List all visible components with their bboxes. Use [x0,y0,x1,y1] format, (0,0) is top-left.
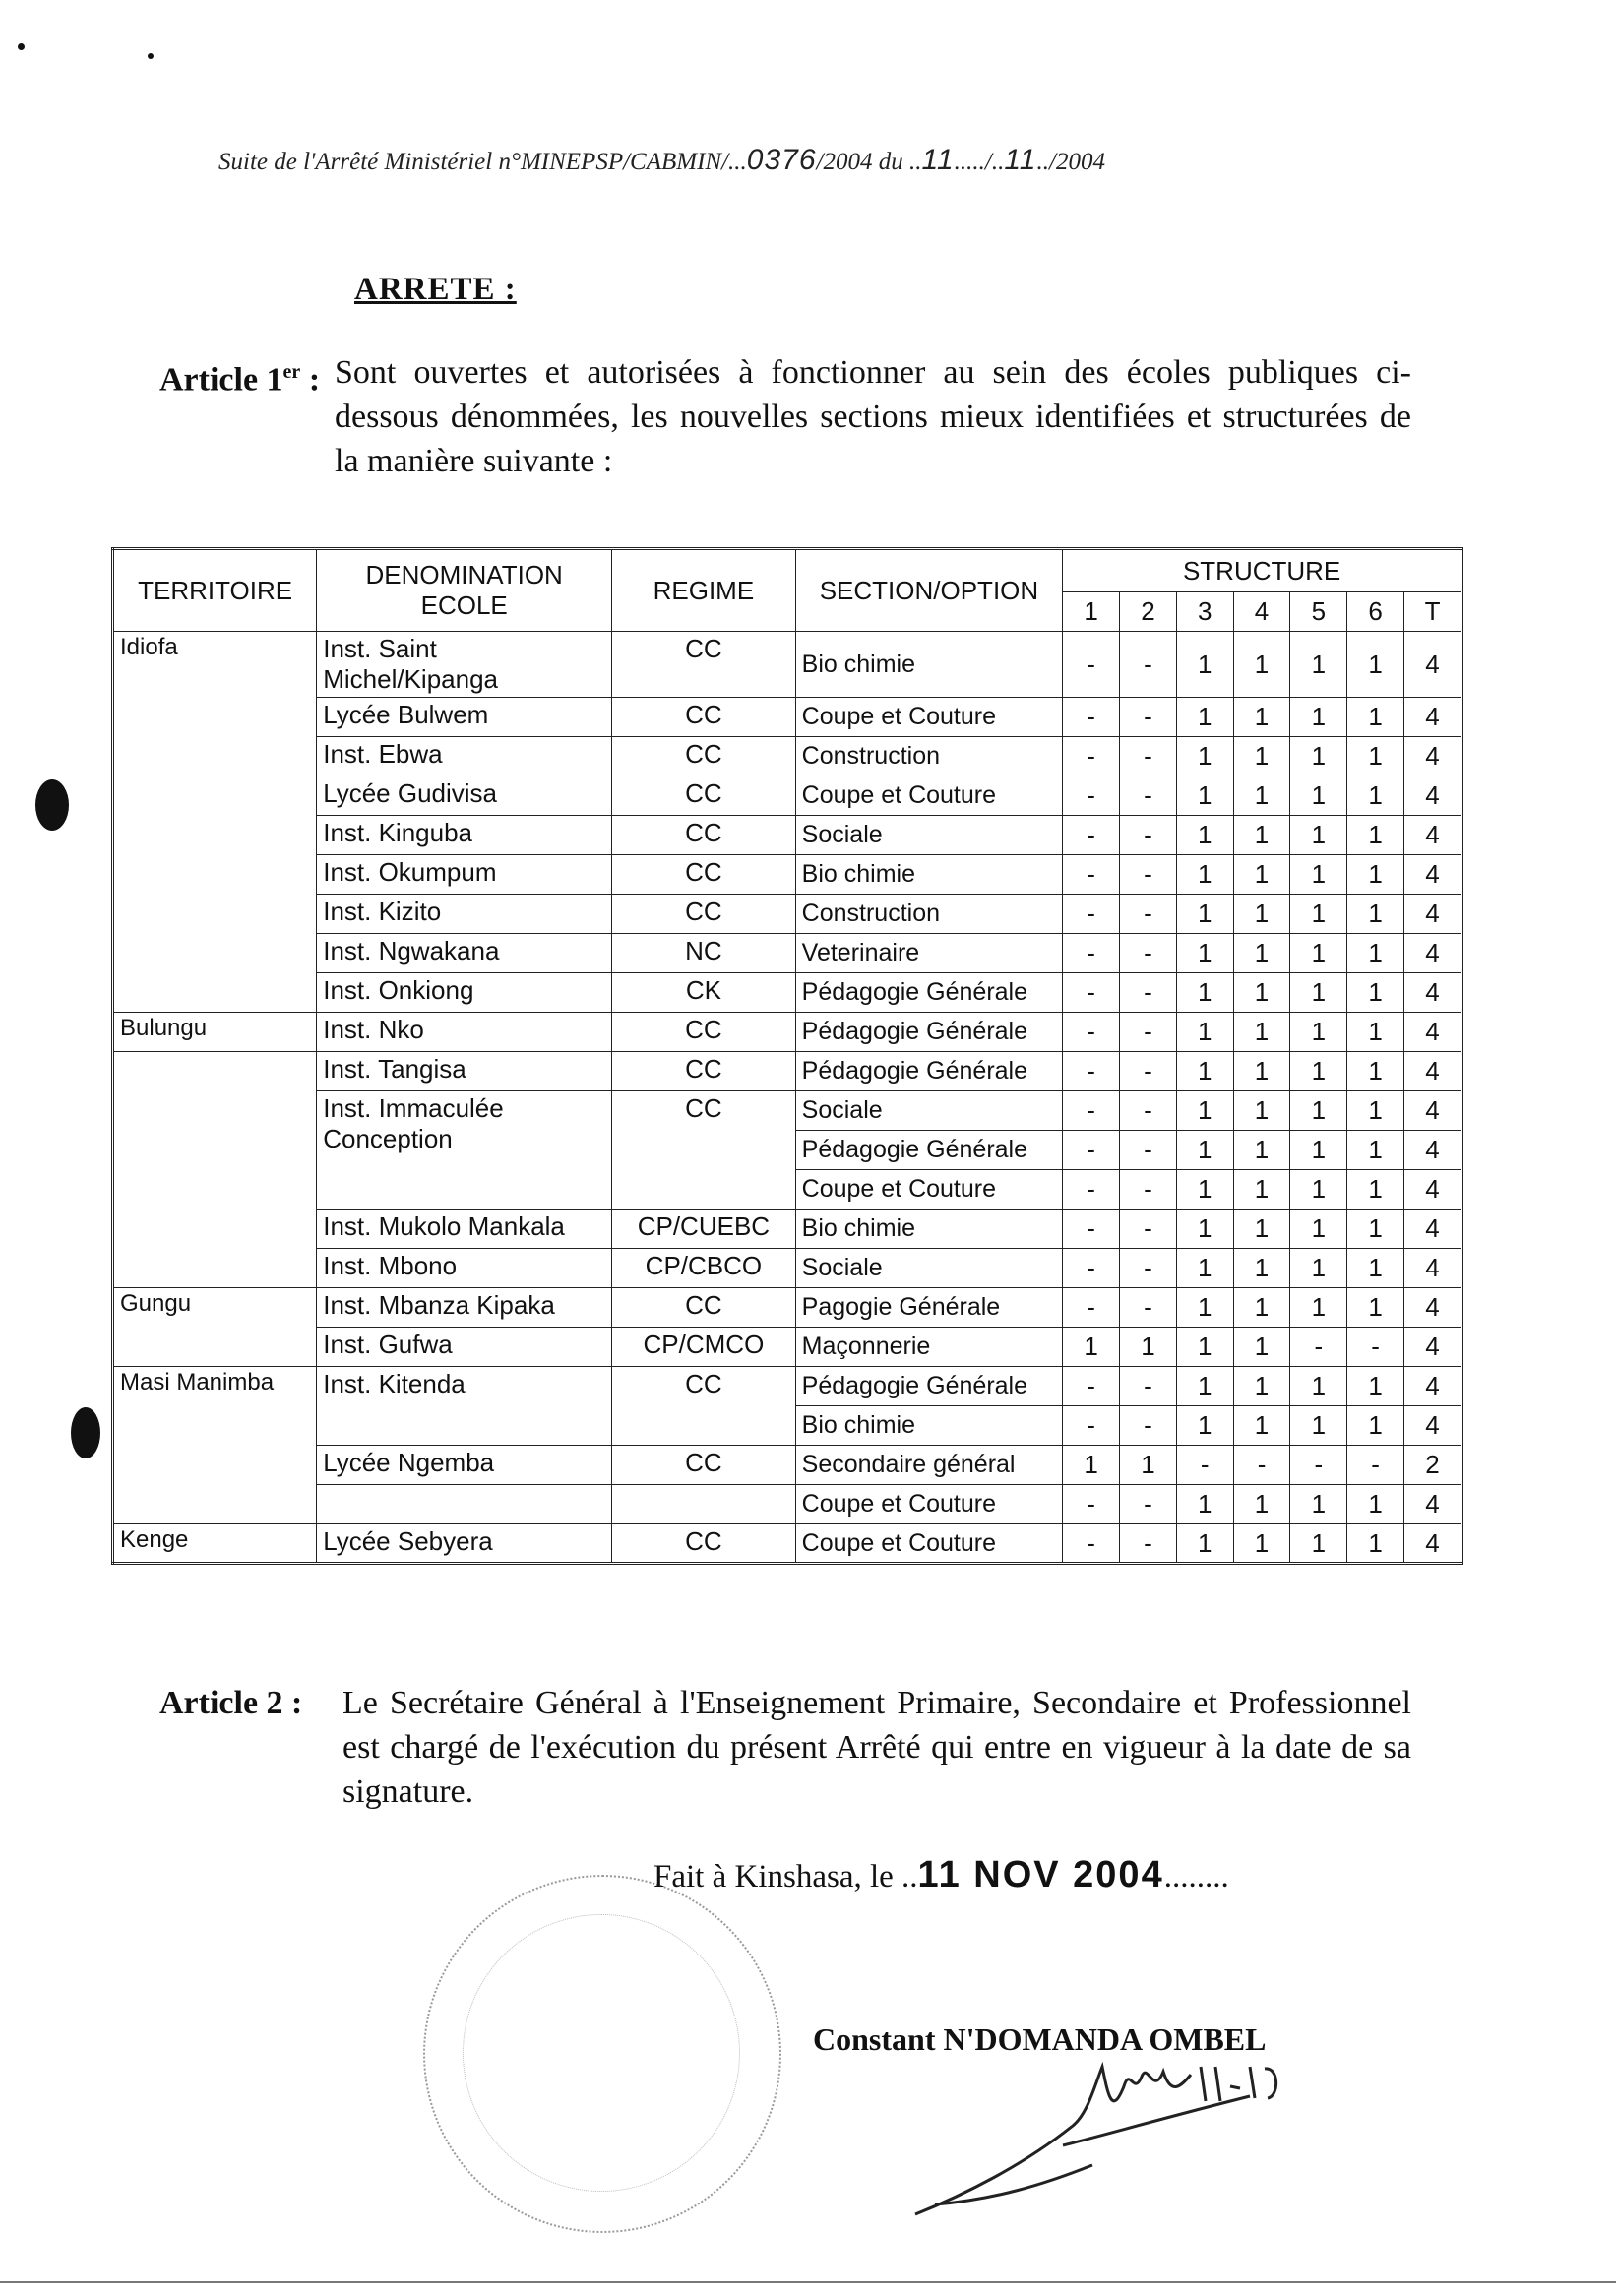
fait-label: Fait à Kinshasa, le .. [653,1859,918,1894]
cell-structure-2: - [1120,934,1177,973]
cell-regime: CC [612,1013,796,1052]
cell-structure-1: - [1063,1131,1120,1170]
cell-regime: CC [612,1446,796,1485]
cell-regime: CP/CMCO [612,1328,796,1367]
cell-territoire: Masi Manimba [113,1367,317,1524]
cell-structure-2: - [1120,1210,1177,1249]
cell-regime: NC [612,934,796,973]
cell-territoire: Kenge [113,1524,317,1564]
cell-ecole: Inst. Mukolo Mankala [317,1210,612,1249]
cell-regime: CK [612,973,796,1013]
cell-structure-6: 1 [1347,1170,1404,1210]
cell-structure-4: 1 [1233,1367,1290,1406]
cell-ecole: Inst. Onkiong [317,973,612,1013]
header-sep: ...../.. [954,149,1005,175]
header-regime: REGIME [612,549,796,632]
cell-structure-1: - [1063,698,1120,737]
cell-ecole: Lycée Bulwem [317,698,612,737]
cell-structure-1: - [1063,1367,1120,1406]
cell-structure-1: 1 [1063,1328,1120,1367]
cell-structure-2: - [1120,1288,1177,1328]
cell-structure-4: 1 [1233,855,1290,895]
cell-structure-4: 1 [1233,1091,1290,1131]
cell-structure-1: - [1063,1091,1120,1131]
cell-regime: CC [612,1091,796,1210]
cell-structure-5: 1 [1290,698,1347,737]
article-2-label: Article 2 : [159,1685,303,1721]
header-territoire: TERRITOIRE [113,549,317,632]
cell-structure-4: 1 [1233,1170,1290,1210]
cell-structure-5: 1 [1290,1367,1347,1406]
header-section: SECTION/OPTION [795,549,1063,632]
header-structure: STRUCTURE [1063,549,1462,592]
cell-structure-3: 1 [1176,776,1233,816]
cell-section: Secondaire général [795,1446,1063,1485]
cell-regime: CC [612,776,796,816]
cell-structure-6: 1 [1347,1288,1404,1328]
cell-structure-T: 4 [1404,1131,1462,1170]
cell-structure-2: - [1120,632,1177,698]
document-title: ARRETE : [354,272,517,307]
cell-structure-1: - [1063,1406,1120,1446]
header-level-3: 3 [1176,592,1233,632]
cell-structure-1: - [1063,1170,1120,1210]
fait-dots: ........ [1163,1859,1229,1894]
table-row [113,1367,1462,1406]
cell-structure-T: 4 [1404,632,1462,698]
table-row [113,632,1462,698]
article-1-colon: : [300,361,321,399]
cell-structure-1: - [1063,776,1120,816]
cell-structure-5: 1 [1290,737,1347,776]
cell-structure-4: 1 [1233,1288,1290,1328]
table-row [113,1052,1462,1091]
cell-regime: CP/CUEBC [612,1210,796,1249]
cell-structure-6: 1 [1347,1131,1404,1170]
cell-ecole: Inst. Kitenda [317,1367,612,1446]
header-middle: /2004 du .. [816,149,922,175]
cell-structure-6: 1 [1347,816,1404,855]
cell-structure-T: 4 [1404,1367,1462,1406]
cell-structure-3: 1 [1176,1485,1233,1524]
cell-structure-2: - [1120,895,1177,934]
cell-structure-6: 1 [1347,737,1404,776]
table-row [113,1524,1462,1564]
cell-regime: CC [612,816,796,855]
cell-structure-6: 1 [1347,1249,1404,1288]
margin-dot-top [148,53,154,59]
cell-ecole: Lycée Gudivisa [317,776,612,816]
cell-ecole: Lycée Sebyera [317,1524,612,1564]
cell-regime: CP/CBCO [612,1249,796,1288]
cell-structure-T: 4 [1404,934,1462,973]
cell-ecole: Inst. Mbono [317,1249,612,1288]
cell-structure-2: - [1120,698,1177,737]
punch-hole-top [35,779,69,831]
cell-structure-4: 1 [1233,1249,1290,1288]
cell-section: Sociale [795,1249,1063,1288]
cell-structure-4: 1 [1233,1485,1290,1524]
cell-structure-1: - [1063,1249,1120,1288]
cell-structure-5: 1 [1290,895,1347,934]
cell-structure-3: 1 [1176,632,1233,698]
cell-structure-3: 1 [1176,737,1233,776]
handwritten-signature [876,2027,1289,2234]
cell-structure-2: - [1120,1013,1177,1052]
cell-regime: CC [612,737,796,776]
cell-structure-6: 1 [1347,1013,1404,1052]
header-day: 11 [921,144,955,176]
cell-structure-1: - [1063,737,1120,776]
cell-structure-6: 1 [1347,698,1404,737]
cell-structure-1: - [1063,855,1120,895]
cell-structure-2: - [1120,1406,1177,1446]
cell-regime: CC [612,895,796,934]
table-row [113,1288,1462,1328]
cell-structure-5: 1 [1290,816,1347,855]
cell-section: Pédagogie Générale [795,1052,1063,1091]
cell-section: Veterinaire [795,934,1063,973]
header-level-5: 5 [1290,592,1347,632]
cell-section: Coupe et Couture [795,776,1063,816]
cell-structure-6: 1 [1347,776,1404,816]
cell-structure-5: 1 [1290,1406,1347,1446]
cell-structure-T: 4 [1404,1052,1462,1091]
cell-section: Sociale [795,816,1063,855]
cell-structure-5: 1 [1290,1524,1347,1564]
cell-structure-4: 1 [1233,934,1290,973]
cell-structure-4: 1 [1233,698,1290,737]
margin-dot-top-left [18,43,25,50]
header-level-2: 2 [1120,592,1177,632]
cell-section: Pédagogie Générale [795,1013,1063,1052]
cell-structure-4: 1 [1233,776,1290,816]
cell-section: Sociale [795,1091,1063,1131]
cell-structure-3: 1 [1176,1013,1233,1052]
header-level-4: 4 [1233,592,1290,632]
document-header [218,144,1429,177]
cell-structure-6: 1 [1347,1485,1404,1524]
article-2-text: Le Secrétaire Général à l'Enseignement Primaire, Secondaire et Professionnel est chargé de l'exécution du présent Arrêté qui entre en vigueur à la date de sa signature. [342,1685,1411,1810]
cell-structure-6: 1 [1347,1367,1404,1406]
header-level-1: 1 [1063,592,1120,632]
cell-structure-4: 1 [1233,1052,1290,1091]
cell-structure-3: 1 [1176,1210,1233,1249]
cell-regime: CC [612,698,796,737]
cell-structure-1: - [1063,1524,1120,1564]
cell-structure-4: 1 [1233,895,1290,934]
cell-structure-1: - [1063,895,1120,934]
cell-ecole: Inst. Saint Michel/Kipanga [317,632,612,698]
cell-territoire: Idiofa [113,632,317,1013]
cell-structure-5: 1 [1290,1249,1347,1288]
cell-ecole: Lycée Ngemba [317,1446,612,1485]
cell-structure-2: - [1120,855,1177,895]
cell-structure-2: - [1120,737,1177,776]
header-number: 0376 [746,144,817,176]
cell-structure-T: 4 [1404,973,1462,1013]
cell-structure-4: 1 [1233,1013,1290,1052]
cell-structure-5: 1 [1290,973,1347,1013]
cell-regime: CC [612,1288,796,1328]
cell-structure-2: - [1120,1485,1177,1524]
cell-territoire: Gungu [113,1288,317,1367]
cell-structure-3: 1 [1176,698,1233,737]
cell-structure-T: 4 [1404,1485,1462,1524]
cell-structure-4: - [1233,1446,1290,1485]
cell-section: Pagogie Générale [795,1288,1063,1328]
cell-structure-1: - [1063,816,1120,855]
cell-structure-1: - [1063,973,1120,1013]
cell-ecole [317,1485,612,1524]
cell-structure-1: - [1063,1013,1120,1052]
cell-structure-6: 1 [1347,1091,1404,1131]
cell-structure-4: 1 [1233,1210,1290,1249]
cell-structure-3: 1 [1176,1524,1233,1564]
cell-regime [612,1485,796,1524]
cell-structure-2: - [1120,1524,1177,1564]
cell-ecole: Inst. Tangisa [317,1052,612,1091]
cell-structure-4: 1 [1233,973,1290,1013]
cell-structure-4: 1 [1233,816,1290,855]
cell-structure-2: - [1120,1131,1177,1170]
header-denomination: DENOMINATION ECOLE [317,549,612,632]
cell-structure-5: 1 [1290,1052,1347,1091]
cell-section: Coupe et Couture [795,1524,1063,1564]
cell-structure-T: 4 [1404,1524,1462,1564]
article-2 [159,1681,1411,1810]
cell-structure-1: - [1063,934,1120,973]
cell-structure-3: 1 [1176,1170,1233,1210]
cell-section: Pédagogie Générale [795,973,1063,1013]
cell-structure-3: 1 [1176,1406,1233,1446]
cell-structure-1: - [1063,632,1120,698]
place-date-line [653,1854,1229,1896]
signature-date-stamp: 11 NOV 2004 [917,1854,1164,1895]
cell-structure-2: - [1120,1249,1177,1288]
cell-structure-6: 1 [1347,1210,1404,1249]
cell-structure-3: - [1176,1446,1233,1485]
cell-section: Pédagogie Générale [795,1367,1063,1406]
cell-structure-T: 4 [1404,816,1462,855]
cell-territoire [113,1052,317,1288]
cell-structure-2: - [1120,776,1177,816]
cell-ecole: Inst. Ebwa [317,737,612,776]
header-month: 11 [1004,144,1037,176]
cell-structure-4: 1 [1233,632,1290,698]
cell-structure-2: - [1120,1091,1177,1131]
cell-structure-5: 1 [1290,934,1347,973]
cell-structure-5: 1 [1290,1091,1347,1131]
cell-structure-4: 1 [1233,1524,1290,1564]
cell-structure-T: 4 [1404,737,1462,776]
cell-territoire: Bulungu [113,1013,317,1052]
cell-section: Bio chimie [795,632,1063,698]
cell-structure-T: 4 [1404,1328,1462,1367]
cell-structure-4: 1 [1233,1328,1290,1367]
cell-structure-1: - [1063,1288,1120,1328]
cell-structure-5: 1 [1290,776,1347,816]
cell-section: Coupe et Couture [795,1485,1063,1524]
cell-structure-T: 4 [1404,1249,1462,1288]
header-suffix: ../2004 [1036,149,1105,175]
cell-structure-3: 1 [1176,1052,1233,1091]
cell-structure-2: - [1120,1052,1177,1091]
cell-structure-T: 4 [1404,1013,1462,1052]
cell-structure-3: 1 [1176,1091,1233,1131]
cell-structure-3: 1 [1176,816,1233,855]
sections-table [111,547,1463,1565]
cell-structure-T: 4 [1404,1288,1462,1328]
cell-structure-5: - [1290,1446,1347,1485]
cell-section: Coupe et Couture [795,1170,1063,1210]
cell-structure-6: - [1347,1446,1404,1485]
cell-structure-1: 1 [1063,1446,1120,1485]
cell-regime: CC [612,1367,796,1446]
cell-structure-6: 1 [1347,934,1404,973]
cell-section: Bio chimie [795,855,1063,895]
cell-structure-2: - [1120,973,1177,1013]
cell-structure-5: 1 [1290,1170,1347,1210]
cell-section: Pédagogie Générale [795,1131,1063,1170]
cell-structure-6: 1 [1347,1406,1404,1446]
article-1-label: Article 1 [159,361,283,399]
cell-structure-6: 1 [1347,632,1404,698]
cell-structure-3: 1 [1176,1249,1233,1288]
page-bottom-line [0,2281,1616,2283]
cell-regime: CC [612,1524,796,1564]
cell-structure-6: 1 [1347,1524,1404,1564]
cell-structure-3: 1 [1176,934,1233,973]
cell-structure-T: 4 [1404,855,1462,895]
cell-structure-5: 1 [1290,632,1347,698]
cell-structure-T: 4 [1404,895,1462,934]
cell-structure-6: 1 [1347,855,1404,895]
article-1-sup: er [282,361,301,383]
cell-structure-T: 4 [1404,776,1462,816]
cell-section: Bio chimie [795,1406,1063,1446]
cell-ecole: Inst. Ngwakana [317,934,612,973]
cell-structure-2: - [1120,1170,1177,1210]
cell-ecole: Inst. Okumpum [317,855,612,895]
cell-structure-T: 2 [1404,1446,1462,1485]
cell-structure-6: 1 [1347,1052,1404,1091]
cell-structure-5: - [1290,1328,1347,1367]
punch-hole-bottom [71,1407,100,1458]
cell-structure-3: 1 [1176,1328,1233,1367]
cell-structure-T: 4 [1404,1170,1462,1210]
header-level-6: 6 [1347,592,1404,632]
official-stamp-inner [463,1914,740,2192]
header-prefix: Suite de l'Arrêté Ministériel n°MINEPSP/CABMIN/... [218,149,747,175]
cell-structure-5: 1 [1290,1288,1347,1328]
article-1-text: Sont ouvertes et autorisées à fonctionner au sein des écoles publiques ci-dessous dénommées, les nouvelles sections mieux identifiées et structurées de la manière suivante : [335,354,1411,479]
cell-structure-5: 1 [1290,1131,1347,1170]
cell-structure-3: 1 [1176,1288,1233,1328]
cell-section: Coupe et Couture [795,698,1063,737]
cell-structure-6: 1 [1347,973,1404,1013]
cell-structure-4: 1 [1233,737,1290,776]
cell-ecole: Inst. Gufwa [317,1328,612,1367]
cell-structure-3: 1 [1176,1367,1233,1406]
cell-structure-2: - [1120,1367,1177,1406]
cell-ecole: Inst. Kinguba [317,816,612,855]
cell-section: Construction [795,737,1063,776]
cell-structure-T: 4 [1404,1091,1462,1131]
cell-regime: CC [612,855,796,895]
cell-structure-6: - [1347,1328,1404,1367]
cell-structure-3: 1 [1176,855,1233,895]
cell-structure-2: 1 [1120,1328,1177,1367]
cell-ecole: Inst. Kizito [317,895,612,934]
cell-regime: CC [612,1052,796,1091]
cell-ecole: Inst. Nko [317,1013,612,1052]
cell-structure-3: 1 [1176,1131,1233,1170]
cell-section: Bio chimie [795,1210,1063,1249]
cell-structure-T: 4 [1404,1406,1462,1446]
cell-structure-T: 4 [1404,698,1462,737]
table-row [113,1013,1462,1052]
cell-section: Construction [795,895,1063,934]
cell-structure-2: 1 [1120,1446,1177,1485]
cell-structure-4: 1 [1233,1406,1290,1446]
cell-structure-5: 1 [1290,1013,1347,1052]
cell-structure-1: - [1063,1052,1120,1091]
cell-ecole: Inst. Mbanza Kipaka [317,1288,612,1328]
cell-structure-6: 1 [1347,895,1404,934]
cell-structure-1: - [1063,1210,1120,1249]
cell-structure-5: 1 [1290,855,1347,895]
signatory-name: Constant N'DOMANDA OMBEL [813,2021,1267,2057]
cell-regime: CC [612,632,796,698]
cell-structure-5: 1 [1290,1485,1347,1524]
cell-structure-2: - [1120,816,1177,855]
cell-ecole: Inst. Immaculée Conception [317,1091,612,1210]
cell-section: Maçonnerie [795,1328,1063,1367]
cell-structure-3: 1 [1176,973,1233,1013]
cell-structure-1: - [1063,1485,1120,1524]
header-level-T: T [1404,592,1462,632]
cell-structure-4: 1 [1233,1131,1290,1170]
cell-structure-3: 1 [1176,895,1233,934]
cell-structure-5: 1 [1290,1210,1347,1249]
cell-structure-T: 4 [1404,1210,1462,1249]
